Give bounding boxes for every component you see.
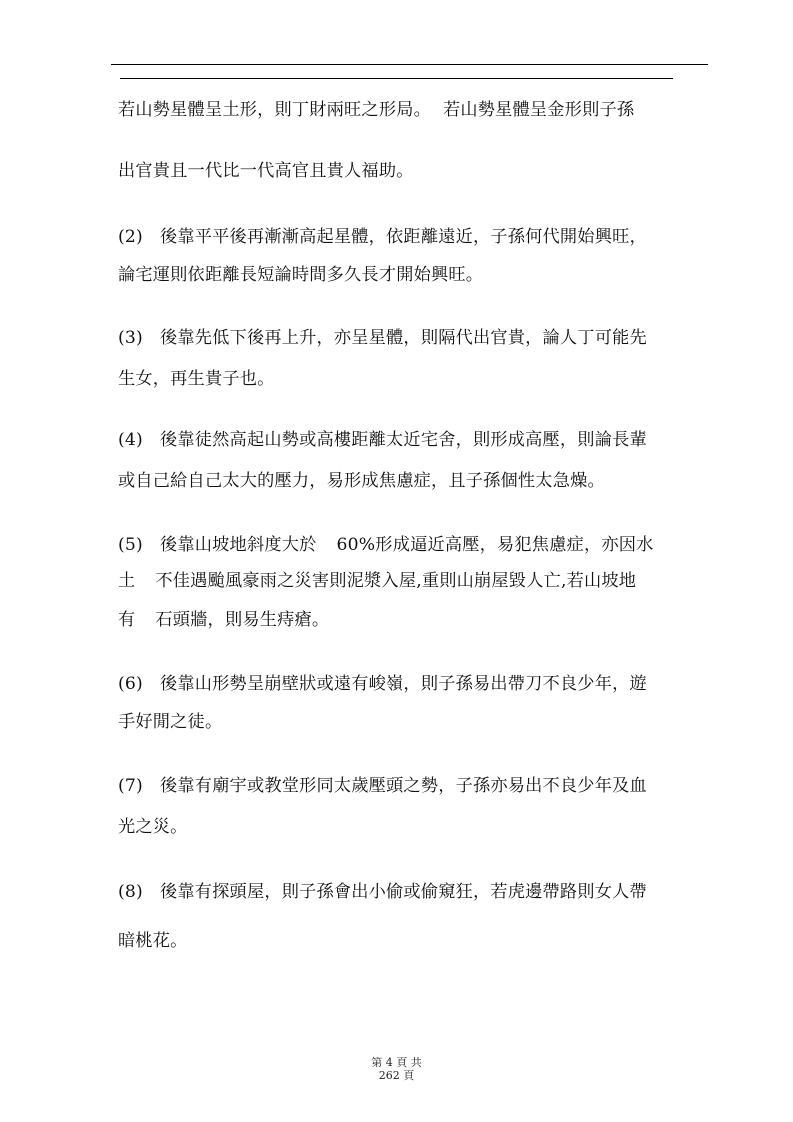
paragraph-5-text-1a: 後靠山坡地斜度大於 xyxy=(160,535,317,555)
paragraph-2-line-1 xyxy=(118,226,647,248)
intro-line-1 xyxy=(118,99,634,121)
header-rule-outer xyxy=(111,64,708,65)
paragraph-7-line-1 xyxy=(118,775,647,797)
page-footer-line-1: 第 4 頁 共 xyxy=(371,1056,422,1069)
paragraph-2-text-1: 後靠平平後再漸漸高起星體，依距離遠近，子孫何代開始興旺， xyxy=(160,227,647,247)
paragraph-5-number: (5) xyxy=(118,535,143,555)
paragraph-7-number: (7) xyxy=(118,776,143,796)
paragraph-4-line-2: 或自己給自己太大的壓力，易形成焦慮症，且子孫個性太急燥。 xyxy=(118,471,605,491)
paragraph-4-number: (4) xyxy=(118,430,143,450)
paragraph-8-line-2: 暗桃花。 xyxy=(118,931,188,951)
paragraph-5-line-1 xyxy=(118,534,654,556)
paragraph-7-line-2: 光之災。 xyxy=(118,817,188,837)
intro-sentence-1: 若山勢星體呈土形，則丁財兩旺之形局。 xyxy=(118,100,431,120)
paragraph-5-text-2b: 不佳遇颱風豪雨之災害則泥漿入屋,重則山崩屋毀人亡,若山坡地 xyxy=(155,571,637,591)
paragraph-2-line-2: 論宅運則依距離長短論時間多久長才開始興旺。 xyxy=(118,265,484,285)
paragraph-8-number: (8) xyxy=(118,882,143,902)
paragraph-5-text-3a: 有 xyxy=(118,610,136,630)
paragraph-2-number: (2) xyxy=(118,227,143,247)
paragraph-3-line-2: 生女，再生貴子也。 xyxy=(118,369,275,389)
paragraph-4-line-1 xyxy=(118,429,647,451)
paragraph-5-text-1b: 60%形成逼近高壓，易犯焦慮症，亦因水 xyxy=(336,535,654,555)
paragraph-6-text-1: 後靠山形勢呈崩壁狀或遠有峻嶺，則子孫易出帶刀不良少年，遊 xyxy=(160,674,647,694)
paragraph-5-line-2 xyxy=(118,570,636,592)
paragraph-5-text-2a: 土 xyxy=(118,571,136,591)
paragraph-3-text-1: 後靠先低下後再上升，亦呈星體，則隔代出官貴，論人丁可能先 xyxy=(160,328,647,348)
paragraph-5-line-3 xyxy=(118,609,329,631)
page-footer xyxy=(0,1056,793,1082)
paragraph-4-text-1: 後靠徒然高起山勢或高樓距離太近宅舍，則形成高壓，則論長輩 xyxy=(160,430,647,450)
paragraph-8-line-1 xyxy=(118,881,647,903)
paragraph-7-text-1: 後靠有廟宇或教堂形同太歲壓頭之勢，子孫亦易出不良少年及血 xyxy=(160,776,647,796)
header-rule-inner xyxy=(120,78,673,79)
paragraph-5-text-3b: 石頭牆，則易生痔瘡。 xyxy=(155,610,330,630)
intro-line-2: 出官貴且一代比一代高官且貴人福助。 xyxy=(118,161,414,181)
paragraph-6-line-1 xyxy=(118,673,647,695)
page-footer-line-2: 262 頁 xyxy=(378,1069,415,1082)
intro-sentence-2: 若山勢星體呈金形則子孫 xyxy=(442,100,635,120)
paragraph-3-number: (3) xyxy=(118,328,143,348)
paragraph-6-number: (6) xyxy=(118,674,143,694)
paragraph-8-text-1: 後靠有探頭屋，則子孫會出小偷或偷窺狂，若虎邊帶路則女人帶 xyxy=(160,882,647,902)
paragraph-3-line-1 xyxy=(118,327,647,349)
paragraph-6-line-2: 手好閒之徒。 xyxy=(118,712,223,732)
